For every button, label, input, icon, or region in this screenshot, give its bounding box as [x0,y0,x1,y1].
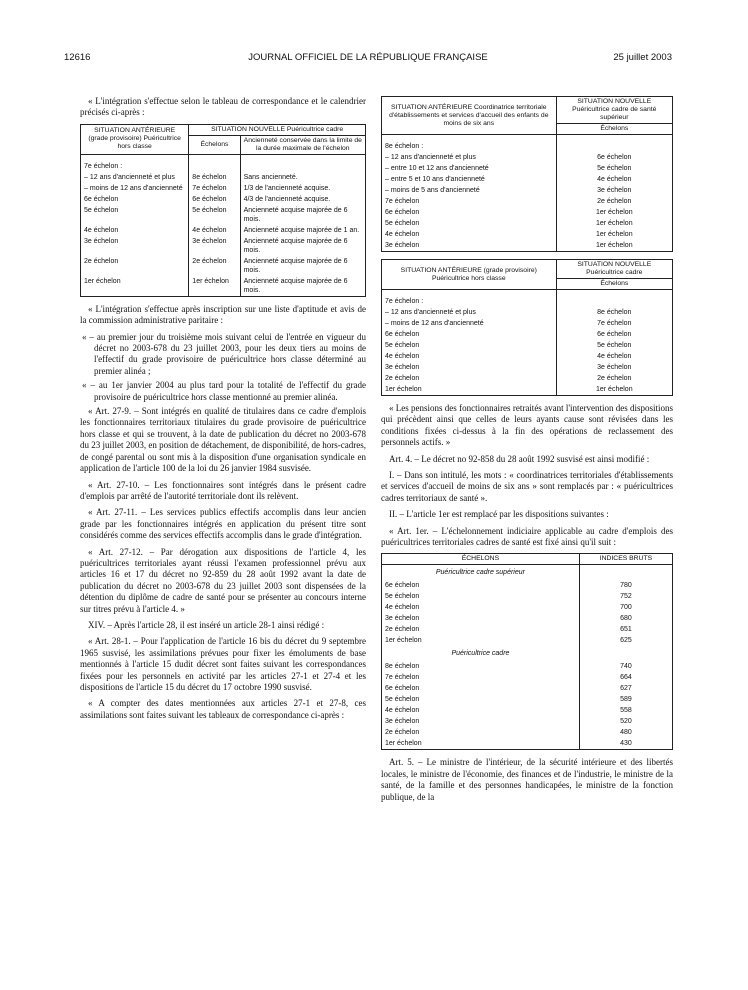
article-27-9: « Art. 27-9. – Sont intégrés en qualité de titulaires dans ce cadre d'emplois les fonctionnaires territoriaux titulaires du grade provisoire de puéricultrice hors classe et qui se trouvent, à la date de publication du décret no 2003-678 du 23 juillet 2003, en position de détachement, de disponibilité, de hors-cadres, de congé parental ou sont mis à la disposition d'une organisation syndicale en application de l'article 100 de la loi du 26 janvier 1984 susvisée. [80,406,366,474]
table-cell: 1er échelon [556,229,672,240]
paragraph: I. – Dans son intitulé, les mots : « coordinatrices territoriales d'établissements et services d'accueil de moins de six ans » sont remplacés par : « puéricultrices cadres territoriaux de santé ». [381,470,673,503]
table-cell: – entre 10 et 12 ans d'ancienneté [382,163,557,174]
table-cell: 8e échelon [556,307,672,318]
table-cell: 752 [579,591,672,602]
table-cell: 8e échelon : [382,141,557,152]
table-cell: 6e échelon [189,194,240,205]
article-28-1: « Art. 28-1. – Pour l'application de l'article 16 bis du décret du 9 septembre 1965 susvisé, les assimilations prévues pour fixer les émoluments de base mentionnés à l'article 15 dudit décret sont faites suivant les correspondances fixées pour les personnels en activité par les articles 27-1 et 27-4 et les dispositions de l'article 15 du décret du 17 octobre 1990 susvisé. [80,636,366,692]
table-cell: 6e échelon [382,683,580,694]
paragraph: « L'intégration s'effectue après inscription sur une liste d'aptitude et avis de la commission administrative paritaire : [80,303,366,326]
table-cell: 1er échelon [81,276,189,297]
table-cell: 4e échelon [556,174,672,185]
table-cell: 6e échelon [556,152,672,163]
page-number: 12616 [64,52,91,63]
index-table [381,553,673,750]
table-cell: Ancienneté acquise majorée de 6 mois. [240,256,365,276]
header-new: SITUATION NOUVELLE Puéricultrice cadre de santé supérieur [556,97,672,124]
table-cell: 520 [579,716,672,727]
table-cell: 7e échelon : [382,296,557,307]
table-cell: 700 [579,602,672,613]
table-cell: 2e échelon [189,256,240,276]
article-5: Art. 5. – Le ministre de l'intérieur, de la sécurité intérieure et des libertés locales, le ministre de l'économie, des finances et de l'industrie, le ministre de la santé, de la famille et des personnes handicapées, le ministre de la fonction publique, de la [381,757,673,802]
table-cell: 740 [579,661,672,672]
table-cell: 680 [579,613,672,624]
table-cell: 2e échelon [556,196,672,207]
table-cell: – 12 ans d'ancienneté et plus [81,172,189,183]
table-cell: 4/3 de l'ancienneté acquise. [240,194,365,205]
table-cell: 4e échelon [81,225,189,236]
page-header [64,52,672,66]
table-cell: 4e échelon [382,229,557,240]
header-anciennete: Ancienneté conservée dans la limite de la durée maximale de l'échelon [240,135,365,154]
table-cell: 5e échelon [81,205,189,225]
article-4: Art. 4. – Le décret no 92-858 du 28 août 1992 susvisé est ainsi modifié : [389,453,650,464]
header-previous: SITUATION ANTÉRIEURE (grade provisoire) Puéricultrice hors classe [382,260,557,290]
issue-date: 25 juillet 2003 [613,52,672,63]
table-cell: 6e échelon [382,580,580,591]
table-cell: 2e échelon [382,727,580,738]
header-indices: INDICES BRUTS [579,554,672,565]
header-previous: SITUATION ANTÉRIEURE Coordinatrice territoriale d'établissements et services d'accueil des enfants de moins de six ans [382,97,557,135]
bullet-item: « – au 1er janvier 2004 au plus tard pour la totalité de l'effectif du grade provisoire de puéricultrice hors classe mentionné au premier alinéa. [82,380,366,402]
paragraph: II. – L'article 1er est remplacé par les dispositions suivantes : [389,509,609,520]
table-cell: 780 [579,580,672,591]
paragraph: « A compter des dates mentionnées aux articles 27-1 et 27-8, ces assimilations sont faites suivant les tableaux de correspondance ci-après : [80,698,366,720]
header-previous: SITUATION ANTÉRIEURE (grade provisoire) Puéricultrice hors classe [81,124,189,154]
table-cell: 1er échelon [556,218,672,229]
table-cell: 3e échelon [556,362,672,373]
header-new: SITUATION NOUVELLE Puéricultrice cadre [189,124,366,135]
table-cell: 480 [579,727,672,738]
table-cell: 4e échelon [382,705,580,716]
table-cell: 7e échelon [382,196,557,207]
table-cell: 589 [579,694,672,705]
table-cell [556,296,672,307]
table-cell: 1er échelon [556,384,672,396]
left-column [80,96,366,726]
table-cell: 2e échelon [382,373,557,384]
table-cell: 625 [579,635,672,646]
table-cell: Sans ancienneté. [240,172,365,183]
table-cell: Ancienneté acquise majorée de 1 an. [240,225,365,236]
table-cell: 5e échelon [382,218,557,229]
article-27-12: « Art. 27-12. – Par dérogation aux dispositions de l'article 4, les puéricultrices territoriales ayant réussi l'examen professionnel prévu aux articles 16 et 17 du décret no 92-859 du 28 août 1992 avant la date de publication du décret no 2003-678 du 23 juillet 2003 sont dispensées de la détention du diplôme de cadre de santé pour se présenter au concours interne sur titres prévu à l'article 4. » [80,546,366,614]
table-cell: 3e échelon [81,236,189,256]
table-cell: 4e échelon [382,602,580,613]
table-cell: 430 [579,738,672,750]
table-cell: 4e échelon [189,225,240,236]
table-cell: 1er échelon [556,207,672,218]
section-xiv: XIV. – Après l'article 28, il est inséré un article 28-1 ainsi rédigé : [88,619,325,630]
table-cell: – moins de 12 ans d'ancienneté [81,183,189,194]
table-cell: 3e échelon [556,185,672,196]
paragraph: « Les pensions des fonctionnaires retraités avant l'intervention des dispositions qui précèdent ainsi que celles de leurs ayants cause sont révisées dans les conditions fixées ci-dessus à la fin des opérations de reclassement des personnels actifs. » [381,403,673,448]
table-cell: 2e échelon [81,256,189,276]
article-27-10: « Art. 27-10. – Les fonctionnaires sont intégrés dans le présent cadre d'emplois par arrêté de l'autorité territoriale dont ils relèvent. [80,479,366,501]
table-cell: – 12 ans d'ancienneté et plus [382,152,557,163]
paragraph: « L'intégration s'effectue selon le tableau de correspondance et le calendrier précisés ci-après : [80,96,366,118]
table-cell: 558 [579,705,672,716]
table-cell: 627 [579,683,672,694]
table-cell: 3e échelon [189,236,240,256]
table-cell: 6e échelon [382,207,557,218]
table-cell: 7e échelon : [81,161,189,172]
table-cell: Ancienneté acquise majorée de 6 mois. [240,236,365,256]
bullet-item: « – au premier jour du troisième mois suivant celui de l'entrée en vigueur du décret no 2003-678 du 23 juillet 2003, pour les deux tiers au moins de l'effectif du grade provisoire de puéricultrice hors classe déterminé au premier alinéa ; [82,331,366,376]
table-cell: 664 [579,672,672,683]
table-cell: 5e échelon [189,205,240,225]
table-cell: – moins de 5 ans d'ancienneté [382,185,557,196]
table-cell: 2e échelon [382,624,580,635]
group-label: Puéricultrice cadre [382,646,580,661]
table-cell: 5e échelon [556,163,672,174]
table-cell: 3e échelon [382,240,557,252]
table-cell: Ancienneté acquise majorée de 6 mois. [240,205,365,225]
table-cell: 5e échelon [382,694,580,705]
table-cell: 6e échelon [81,194,189,205]
table-cell: 1er échelon [382,738,580,750]
table-cell: 1er échelon [382,384,557,396]
table-cell: 7e échelon [556,318,672,329]
table-cell: 4e échelon [382,351,557,362]
table-cell: 1er échelon [382,635,580,646]
table-cell: – 12 ans d'ancienneté et plus [382,307,557,318]
header-echelons: Échelons [556,279,672,290]
group-label: Puéricultrice cadre supérieur [382,565,580,581]
table-cell: 651 [579,624,672,635]
table-cell: 6e échelon [382,329,557,340]
article-27-11: « Art. 27-11. – Les services publics effectifs accomplis dans leur ancien grade par les fonctionnaires intégrés en application du présent titre sont considérés comme des services effectifs accomplis dans le grade d'intégration. [80,507,366,541]
correspondence-table-3 [381,259,673,396]
correspondence-table-1 [80,124,366,297]
header-new: SITUATION NOUVELLE Puéricultrice cadre [556,260,672,279]
table-cell: 3e échelon [382,716,580,727]
table-cell: 3e échelon [382,613,580,624]
table-cell: 1er échelon [556,240,672,252]
table-cell: 1/3 de l'ancienneté acquise. [240,183,365,194]
table-cell: 7e échelon [189,183,240,194]
table-cell: 5e échelon [382,591,580,602]
table-cell: – entre 5 et 10 ans d'ancienneté [382,174,557,185]
table-cell: 8e échelon [382,661,580,672]
table-cell: 5e échelon [382,340,557,351]
table-cell: Ancienneté acquise majorée de 6 mois. [240,276,365,297]
header-echelons: Échelons [189,135,240,154]
table-cell: 2e échelon [556,373,672,384]
table-cell: – moins de 12 ans d'ancienneté [382,318,557,329]
correspondence-table-2 [381,96,673,252]
table-cell: 4e échelon [556,351,672,362]
table-cell: 6e échelon [556,329,672,340]
paragraph: « Art. 1er. – L'échelonnement indiciaire applicable au cadre d'emplois des puéricultrices territoriales cadres de santé est fixé ainsi qu'il suit : [381,525,673,548]
journal-title: JOURNAL OFFICIEL DE LA RÉPUBLIQUE FRANÇAISE [248,52,488,63]
header-echelons: ÉCHELONS [382,554,580,565]
table-cell: 3e échelon [382,362,557,373]
table-cell: 8e échelon [189,172,240,183]
table-cell: 1er échelon [189,276,240,297]
table-cell: 7e échelon [382,672,580,683]
table-cell [556,141,672,152]
table-cell: 5e échelon [556,340,672,351]
right-column [381,96,673,808]
header-echelons: Échelons [556,124,672,135]
